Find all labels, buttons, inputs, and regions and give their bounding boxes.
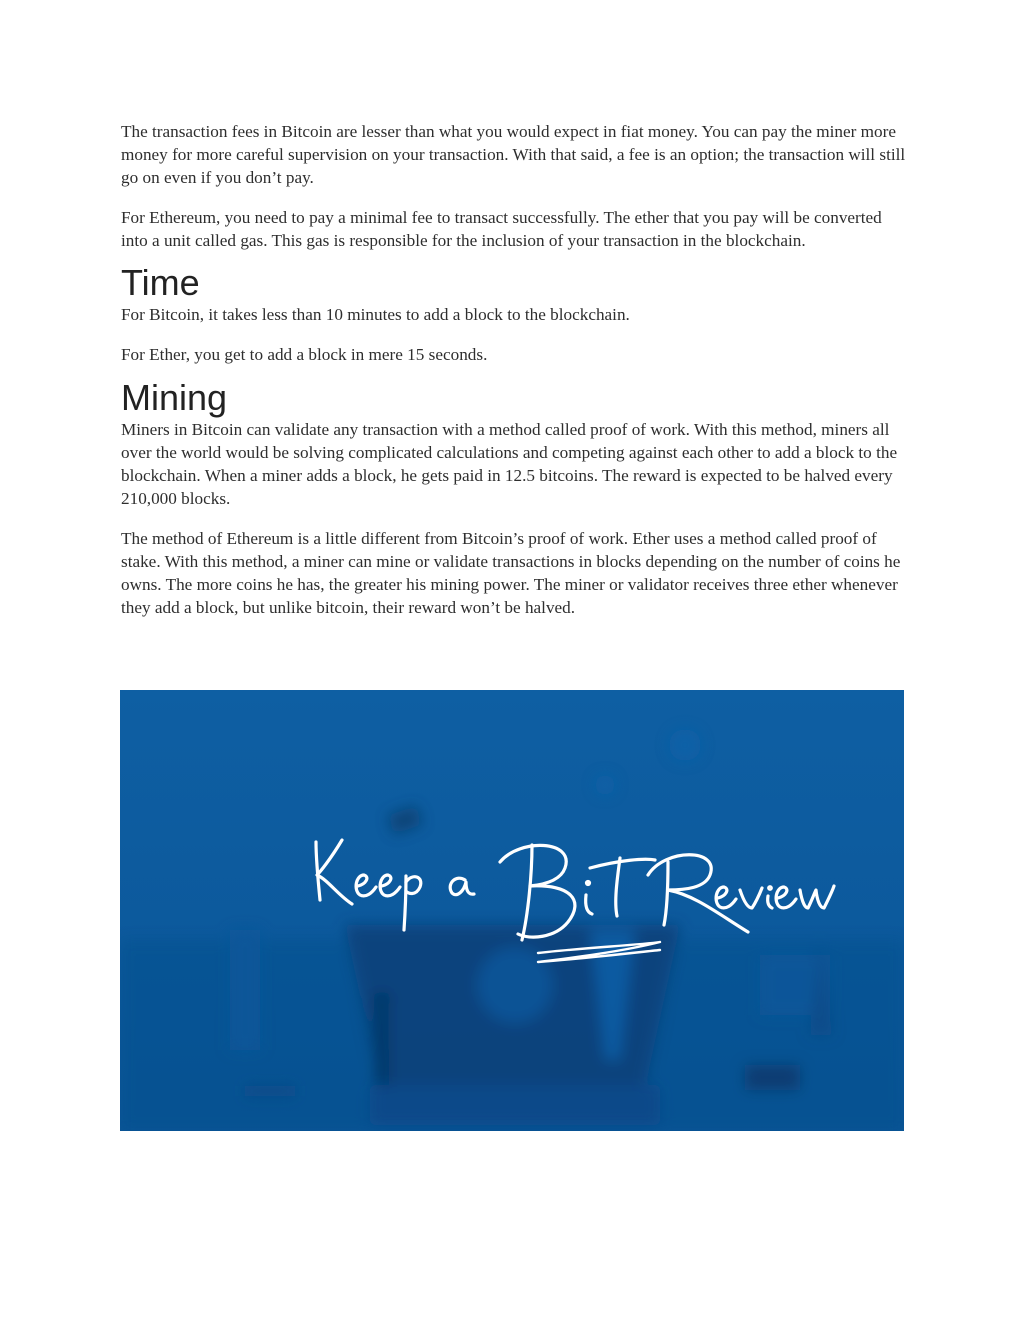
time-paragraph-ether: For Ether, you get to add a block in mere 15 seconds. (121, 345, 488, 364)
mining-paragraph-proof-of-work: Miners in Bitcoin can validate any transaction with a method called proof of work. With this method, miners all over the world would be solving complicated calculations and competing against each other to add a block to the blockchain. When a miner adds a block, he gets paid in 12.5 bitcoins. The reward is expected to be halved every 210,000 blocks. (121, 420, 898, 508)
mining-paragraph-proof-of-stake: The method of Ethereum is a little different from Bitcoin’s proof of work. Ether uses a method called proof of stake. With this method, a miner can mine or validate transactions in blocks depending on the number of coins he owns. The more coins he has, the greater his mining power. The miner or validator receives three ether whenever they add a block, but unlike bitcoin, their reward won’t be halved. (121, 529, 901, 617)
intro-paragraph-fees-bitcoin: The transaction fees in Bitcoin are lesser than what you would expect in fiat money. You can pay the miner more money for more careful supervision on your transaction. With that said, a fee is an option; the transaction will still go on even if you don’t pay. (121, 122, 906, 187)
article-body (121, 120, 911, 636)
time-paragraph-bitcoin: For Bitcoin, it takes less than 10 minutes to add a block to the blockchain. (121, 305, 630, 324)
intro-paragraph-fees-ethereum: For Ethereum, you need to pay a minimal fee to transact successfully. The ether that you pay will be converted into a unit called gas. This gas is responsible for the inclusion of your transaction in the blockchain. (121, 208, 882, 250)
hero-illustration (120, 690, 904, 1131)
hero-image (120, 690, 904, 1131)
mining-heading: Mining (121, 377, 228, 418)
time-heading: Time (121, 262, 200, 303)
